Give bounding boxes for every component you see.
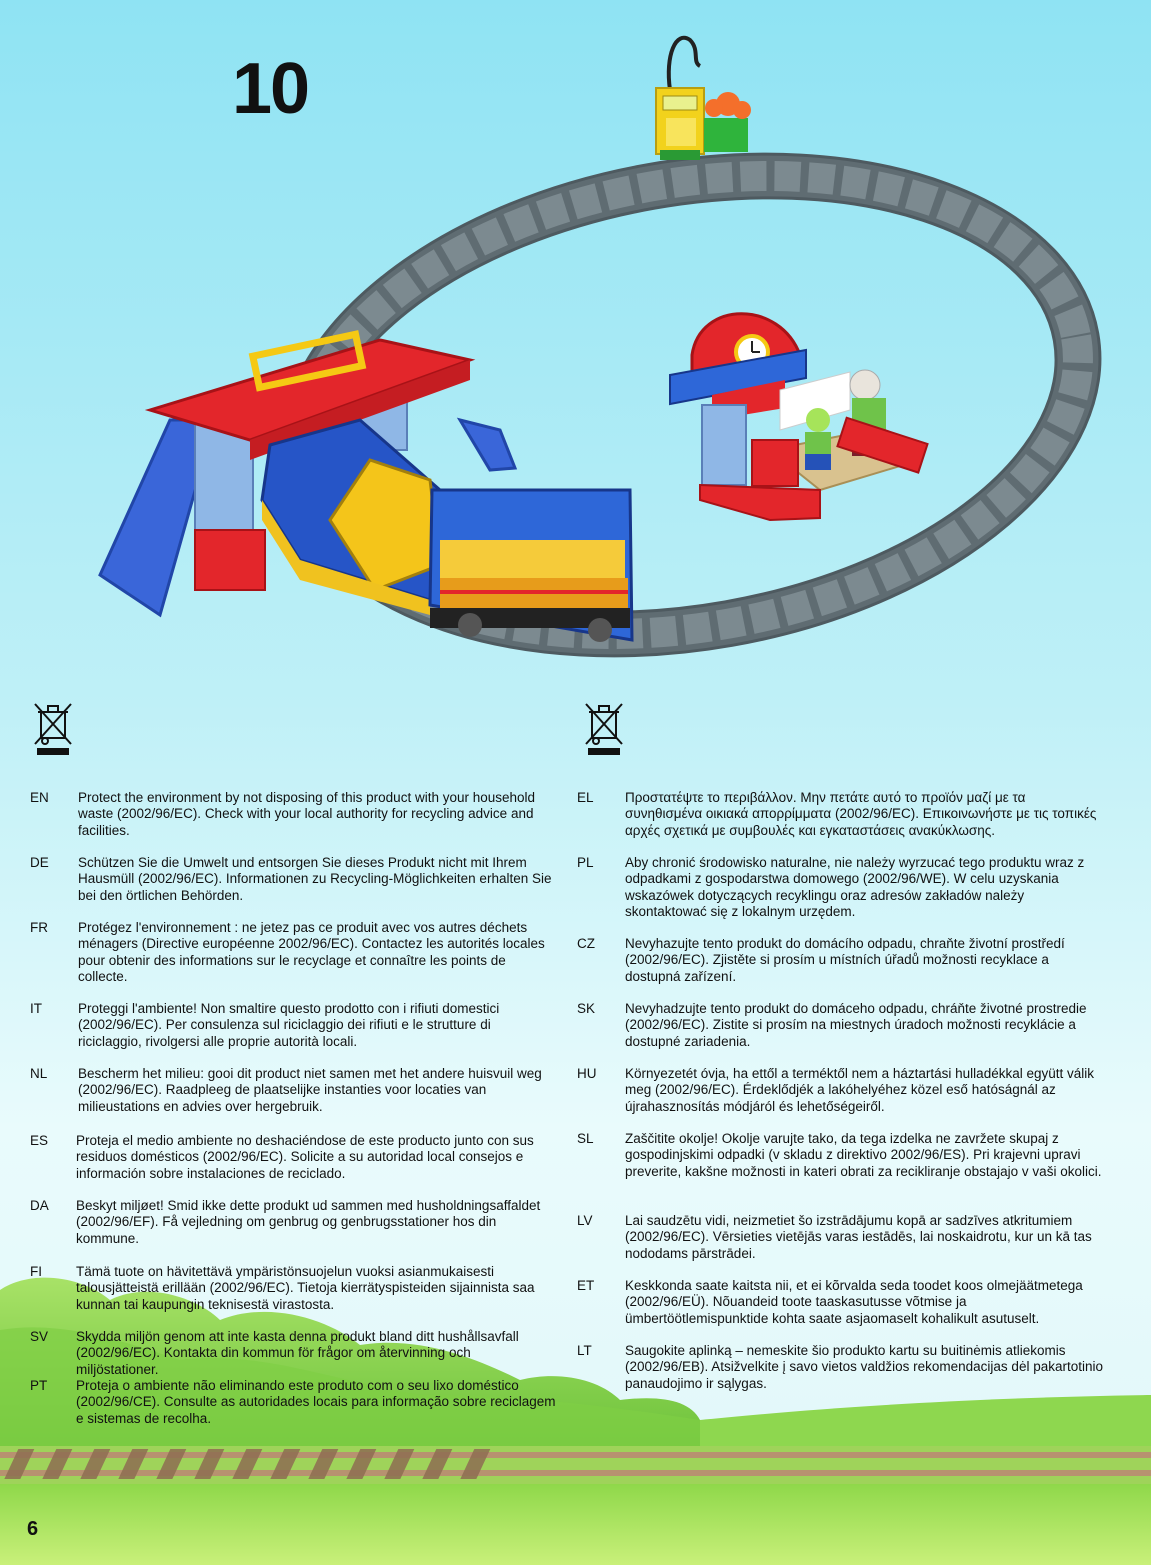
disposal-notice: Skydda miljön genom att inte kasta denna produkt bland ditt hushållsavfall (2002/96/EC). Kontakta din kommun för frågor om återvinning och miljöstationer. <box>76 1329 519 1377</box>
disposal-notice: Proteja el medio ambiente no deshaciéndose de este producto junto con sus residuos domésticos (2002/96/EC). Solicite a su autoridad local consejos e información sobre instalaciones de reciclado. <box>76 1133 534 1181</box>
language-code: FI <box>30 1264 42 1279</box>
language-code: DE <box>30 855 49 870</box>
station <box>670 314 928 520</box>
language-code: LV <box>577 1213 593 1228</box>
disposal-notice: Nevyhazujte tento produkt do domácího odpadu, chraňte životní prostředí (2002/96/EC). Zjistěte si prosím u místních úřadů možnosti recyklace a dostupná zařízení. <box>625 936 1065 984</box>
language-code: LT <box>577 1343 592 1358</box>
disposal-notice: Aby chronić środowisko naturalne, nie należy wyrzucać tego produktu wraz z odpadkami z gospodarstwa domowego (2002/96/WE). W celu uzyskania wskazówek dotyczących recyklingu oraz adresów zakładów należy skontaktować się z lokalnym urzędem. <box>625 855 1085 919</box>
disposal-notice: Proteggi l'ambiente! Non smaltire questo prodotto con i rifiuti domestici (2002/96/EC). Per consulenza sul riciclaggio dei rifiuti e le strutture di riciclaggio, rivolgersi alle proprie autorità locali. <box>78 1001 500 1049</box>
step-number: 10 <box>232 49 309 129</box>
disposal-notice: Nevyhadzujte tento produkt do domáceho odpadu, chráňte životné prostredie (2002/96/EC). Zistite si prosím na miestnych úradoch možnosti recyklácie a dostupné zariadenia. <box>625 1001 1087 1049</box>
disposal-notice: Környezetét óvja, ha ettől a terméktől nem a háztartási hulladékkal együtt válik meg (2002/96/EC). Érdeklődjék a lakóhelyéhez közel eső hatóságnál az újrahasznosítás módjáról és lehetőségeiről. <box>625 1066 1094 1114</box>
language-code: SV <box>30 1329 49 1344</box>
disposal-notice: Bescherm het milieu: gooi dit product niet samen met het andere huisvuil weg (2002/96/EC). Raadpleeg de plaatselijke instanties voor locaties van milieustations en advies over hergebruik. <box>78 1066 542 1114</box>
language-code: CZ <box>577 936 595 951</box>
language-code: SK <box>577 1001 596 1016</box>
fuel-pump <box>656 38 751 160</box>
disposal-notice: Zaščitite okolje! Okolje varujte tako, da tega izdelka ne zavržete skupaj z gospodinjskimi odpadki (v skladu z direktivo 2002/96/ES). Pri krajevni upravi preverite, kakšne možnosti in kateri obrati za recikliranje obstajajo v vaši okolici. <box>625 1131 1102 1179</box>
language-code: PL <box>577 855 594 870</box>
language-code: EN <box>30 790 49 805</box>
disposal-notice: Lai saudzētu vidi, neizmetiet šo izstrādājumu kopā ar sadzīves atkritumiem (2002/96/EC). Vērsieties vietējās varas iestādēs, lai noskaidrotu, kur un kā tas nododams pārstrādei. <box>625 1213 1092 1261</box>
language-code: EL <box>577 790 594 805</box>
disposal-notice: Proteja o ambiente não eliminando este produto com o seu lixo doméstico (2002/96/CE). Consulte as autoridades locais para informação sobre reciclagem e sistemas de recolha. <box>76 1378 556 1426</box>
language-code: SL <box>577 1131 594 1146</box>
disposal-notice: Tämä tuote on hävitettävä ympäristönsuojelun vuoksi asianmukaisesti talousjätteistä erillään (2002/96/EC). Tietoja kierrätyspisteiden sijainnista saa kunnan tai kaupungin teknisestä virastosta. <box>76 1264 535 1312</box>
disposal-notice: Προστατέψτε το περιβάλλον. Μην πετάτε αυτό το προϊόν μαζί με τα συνηθισμένα οικιακά απορρίμματα (2002/96/EC). Επικοινωνήστε με τις τοπικές αρχές σχετικά με συμβουλές και εγκαταστάσεις ανακύκλωσης. <box>625 790 1097 838</box>
language-code: ES <box>30 1133 49 1148</box>
language-code: PT <box>30 1378 48 1393</box>
disposal-notice: Beskyt miljøet! Smid ikke dette produkt ud sammen med husholdningsaffaldet (2002/96/EF). Få vejledning om genbrug og genbrugsstationer hos din kommune. <box>76 1198 541 1246</box>
disposal-notice: Protect the environment by not disposing of this product with your household waste (2002/96/EC). Check with your local authority for recycling advice and facilities. <box>78 790 536 838</box>
language-code: NL <box>30 1066 48 1081</box>
disposal-notice: Schützen Sie die Umwelt und entsorgen Sie dieses Produkt nicht mit Ihrem Hausmüll (2002/96/EC). Informationen zu Recycling-Möglichkeiten erhalten Sie bei den örtlichen Behörden. <box>78 855 552 903</box>
language-code: HU <box>577 1066 597 1081</box>
disposal-notice: Saugokite aplinką – nemeskite šio produkto kartu su buitinėmis atliekomis (2002/96/EB). Atsižvelkite į savo vietos valdžios rekomendacijas dėl pakartotinio panaudojimo ir sąlygas. <box>625 1343 1103 1391</box>
language-code: IT <box>30 1001 42 1016</box>
train-set-illustration <box>0 0 1151 700</box>
language-code: DA <box>30 1198 49 1213</box>
crossed-out-wheelie-bin-icon <box>584 700 624 758</box>
disposal-notice: Keskkonda saate kaitsta nii, et ei kõrvalda seda toodet koos olmejäätmetega (2002/96/EÜ). Nõuandeid toote taaskasutusse võtmise ja ümbertöötlemispunktide kohta saate asjaomaselt kohalikult asutuselt. <box>625 1278 1083 1326</box>
disposal-notice: Protégez l'environnement : ne jetez pas ce produit avec vos autres déchets ménagers (Directive européenne 2002/96/EC). Contactez les autorités locales pour obtenir des informations sur le recyclage et connaître les points de collecte. <box>78 920 545 984</box>
language-code: FR <box>30 920 48 935</box>
crossed-out-wheelie-bin-icon <box>33 700 73 758</box>
language-code: ET <box>577 1278 595 1293</box>
page-number: 6 <box>27 1518 39 1540</box>
train <box>262 420 632 642</box>
